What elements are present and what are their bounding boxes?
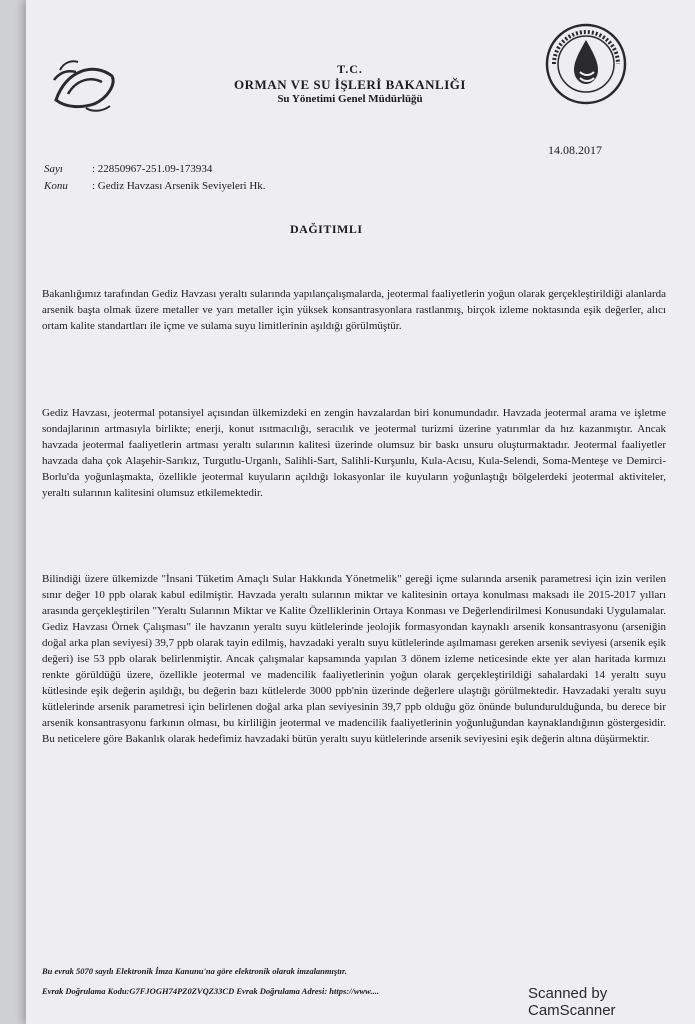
paragraph-text: Bilindiği üzere ülkemizde "İnsani Tüketim Amaçlı Sular Hakkında Yönetmelik" gereği içme sularında arsenik parametresi için izin verilen sınır değer 10 ppb olarak kabul edilmiştir. Havzada yeraltı sularının miktar ve kalitesinin ortaya konulması maksadı ile 2015-2017 yılları arasında gerçekleştirilen "Yeraltı Sularının Miktar ve Kalite Özelliklerinin Ortaya Konması ve Değerlendirilmesi Konusundaki Uygulamalar. Gediz Havzası Örnek Çalışması" ile havzanın yeraltı suyu kütlelerinde jeolojik formasyondan kaynaklı arsenik konsantrasyonu (arseniğin doğal arka plan seviyesi) 39,7 ppb olarak tayin edilmiş, havzadaki yeraltı suyu kütlelerinde aşılmaması gereken arsenik seviyesi (arsenik eşik değeri) ise 53 ppb olarak belirlenmiştir. Ancak çalışmalar kapsamında yapılan 3 dönem izleme neticesinde ekte yer alan haritada kırmızı renkte görüldüğü üzere, özellikle jeotermal ve madencilik faaliyetlerinin yoğun olarak gerçekleştirildiği sahalardaki 14 yeraltı suyu kütlesinde eşik değerin aşıldığı, bu değerin bazı kütlelerde 3000 ppb'nin üzerinde değerlere ulaştığı görülmektedir. Havzadaki yeraltı suyu kütlelerinde arsenik parametresi için belirlenen doğal arka plan seviyesinin 39,7 ppb olduğu göz önünde bulundurulduğunda, bu derece bir arsenik konsantrasyonu farkının olması, bu kirliliğin jeotermal ve madencilik faaliyetlerinin yoğunluğundan kaynaklandığının göstergesidir. Bu neticelere göre Bakanlık olarak hedefimiz havzadaki bütün yeraltı suyu kütlelerinde arsenik seviyesini eşik değerin altına düşürmektir. (42, 573, 666, 745)
verification-code: Evrak Doğrulama Kodu:G7FJOGH74PZ0ZVQZ33CD Evrak Doğrulama Adresi: https://www.... (42, 986, 380, 996)
body-paragraph-1 (42, 286, 666, 334)
konu-label: Konu (44, 180, 68, 192)
e-signature-notice: Bu evrak 5070 sayılı Elektronik İmza Kanunu'na göre elektronik olarak imzalanmıştır. (42, 966, 347, 976)
paragraph-text: Gediz Havzası, jeotermal potansiyel açısından ülkemizdeki en zengin havzalardan biri konumundadır. Havzada jeotermal arama ve işletme sondajlarının artmasıyla birlikte; enerji, konut ısıtmacılığı, seracılık ve jeotermal turizmi üzerine yatırımlar da hız kazanmıştır. Ancak havzada jeotermal faaliyetlerin artması yeraltı sularının kalitesi üzerinde olumsuz bir baskı unsuru oluşturmaktadır. Jeotermal faaliyetler havzada daha çok Alaşehir-Sarıkız, Turgutlu-Urganlı, Salihli-Sart, Salihli-Kurşunlu, Kula-Acısu, Kula-Selendi, Soma-Menteşe ve Demirci-Borlu'da yoğunlaşmakta, özellikle jeotermal kuyuların açıldığı lokasyonlar ile kuyuların yoğunlaştığı bölgelerdeki jeotermal aktiviteler, yeraltı sularının kalitesini olumsuz etkilemektedir. (42, 407, 666, 499)
water-directorate-seal-icon (544, 22, 628, 106)
paragraph-text: Bakanlığımız tarafından Gediz Havzası yeraltı sularında yapılançalışmalarda, jeotermal faaliyetlerin yoğun olarak gerçekleştirildiği alanlarda arsenik başta olmak üzere metaller ve yarı metaller için yüksek konsantrasyonlara rastlanmış, birçok izleme noktasında eşik değerler, alıcı ortam kalite standartları ile içme ve sulama suyu limitlerinin aşıldığı görülmüştür. (42, 288, 666, 332)
document-date: 14.08.2017 (548, 143, 602, 157)
sayi-label: Sayı (44, 163, 63, 175)
letterhead (180, 62, 520, 107)
letterhead-tc: T.C. (337, 62, 363, 76)
document-title: DAĞITIMLI (290, 222, 363, 236)
konu-value: : Gediz Havzası Arsenik Seviyeleri Hk. (92, 180, 266, 192)
konu-row (44, 180, 266, 192)
body-paragraph-3 (42, 571, 666, 747)
ministry-emblem-icon (46, 50, 124, 118)
letterhead-directorate: Su Yönetimi Genel Müdürlüğü (277, 93, 423, 106)
scanner-watermark: Scanned by CamScanner (528, 985, 616, 1019)
body-paragraph-2 (42, 405, 666, 501)
sayi-row (44, 163, 212, 175)
sayi-value: : 22850967-251.09-173934 (92, 163, 213, 175)
letterhead-ministry: ORMAN VE SU İŞLERİ BAKANLIĞI (234, 77, 466, 92)
